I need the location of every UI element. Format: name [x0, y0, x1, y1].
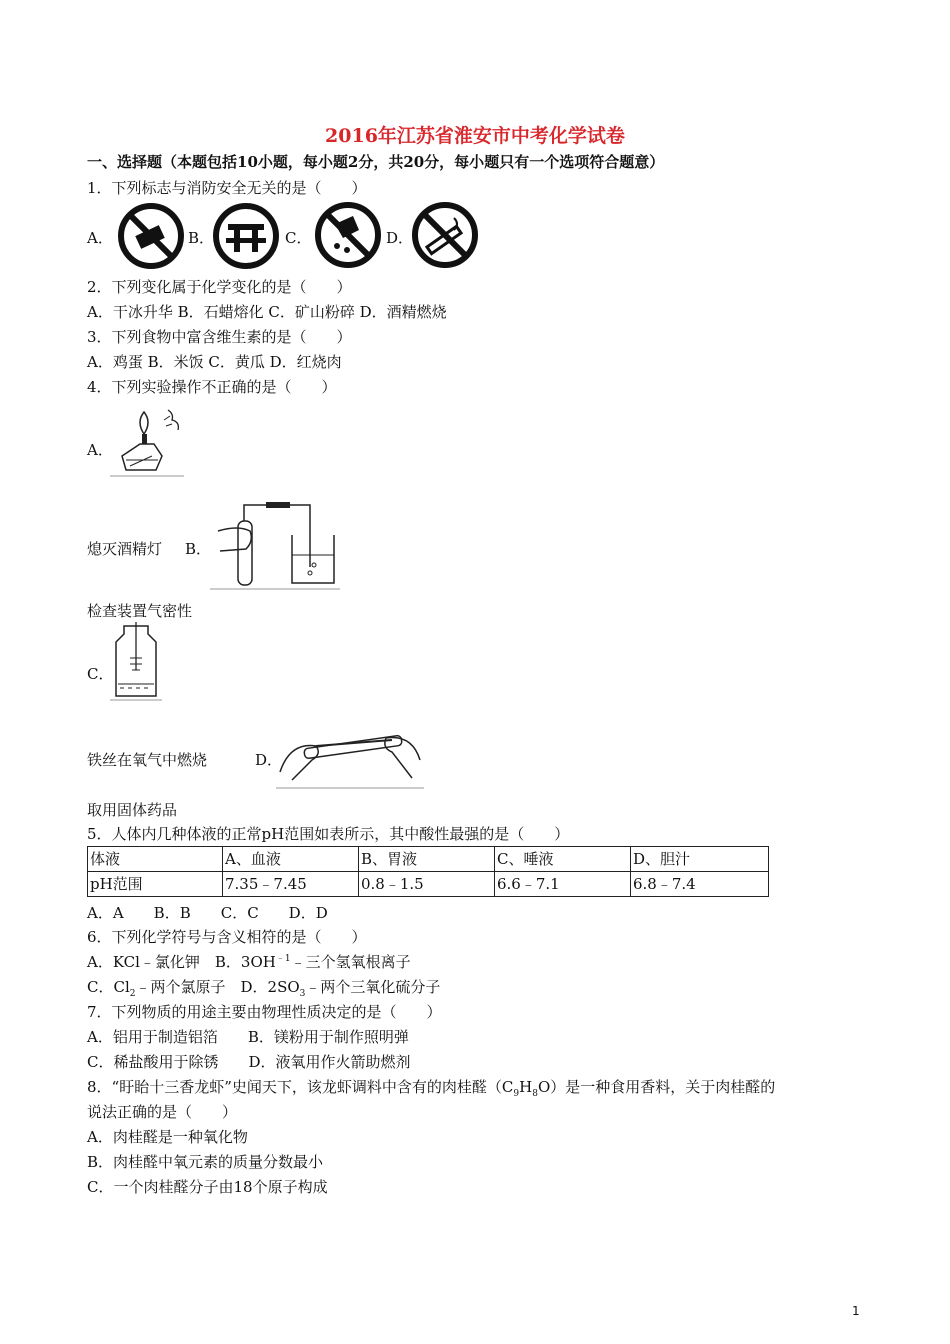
table-cell: 6.8﹣7.4 — [631, 872, 769, 897]
table-cell: 0.8﹣1.5 — [359, 872, 495, 897]
q4-caption-b: 检查装置气密性 — [87, 602, 193, 620]
q4-option-c: C． — [87, 665, 114, 683]
q8-option-c: C．一个肉桂醛分子由18个原子构成 — [87, 1178, 328, 1196]
q8-subscript-h: 8 — [532, 1089, 538, 1099]
table-cell: 7.35﹣7.45 — [223, 872, 359, 897]
q6-cd-text-mid: ﹣两个氯原子 D．2SO — [135, 978, 300, 996]
exam-title: 2016年江苏省淮安市中考化学试卷 — [325, 125, 625, 147]
q5-options: A．A B．B C．C D．D — [87, 904, 328, 922]
q8-option-a: A．肉桂醛是一种氧化物 — [87, 1128, 248, 1146]
q6-stem: 6．下列化学符号与含义相符的是（ ） — [87, 928, 367, 946]
q1-option-a: A． — [87, 229, 113, 247]
table-cell: 6.6﹣7.1 — [495, 872, 631, 897]
no-smoking-sign-icon — [410, 200, 480, 270]
q6-cd-text: C．Cl — [87, 978, 130, 996]
airtightness-check-figure — [210, 497, 340, 591]
q6-ab-text-end: ﹣三个氢氧根离子 — [290, 953, 411, 971]
q8-stem-line2: 说法正确的是（ ） — [87, 1103, 238, 1121]
q6-options-cd — [87, 977, 440, 997]
page-number: 1 — [852, 1304, 860, 1318]
q4-caption-c: 铁丝在氧气中燃烧 — [87, 751, 208, 769]
q8-subscript-c: 9 — [513, 1089, 520, 1099]
no-smoke-sign-icon — [313, 200, 383, 270]
q8-stem-h: H — [519, 1078, 533, 1096]
q8-stem — [87, 1077, 775, 1097]
section-heading: 一、选择题（本题包括10小题，每小题2分，共20分，每小题只有一个选项符合题意） — [87, 153, 665, 171]
no-stacking-sign-icon — [117, 202, 185, 270]
q2-options: A．干冰升华 B．石蜡熔化 C．矿山粉碎 D．酒精燃烧 — [87, 303, 447, 321]
q3-stem: 3．下列食物中富含维生素的是（ ） — [87, 328, 352, 346]
q6-c-subscript: 2 — [129, 989, 136, 999]
q6-ab-text: A．KCl﹣氯化钾 B．3OH — [87, 953, 276, 971]
q1-option-b: B． — [188, 229, 215, 247]
ph-table — [87, 846, 769, 897]
table-cell: A、血液 — [223, 847, 359, 872]
q1-option-c: C． — [285, 229, 312, 247]
q4-stem: 4．下列实验操作不正确的是（ ） — [87, 378, 337, 396]
q8-option-b: B．肉桂醛中氧元素的质量分数最小 — [87, 1153, 324, 1171]
q4-option-d: D． — [255, 751, 283, 769]
q3-options: A．鸡蛋 B．米饭 C．黄瓜 D．红烧肉 — [87, 353, 342, 371]
q2-stem: 2．下列变化属于化学变化的是（ ） — [87, 278, 352, 296]
q5-stem: 5．人体内几种体液的正常pH范围如表所示，其中酸性最强的是（ ） — [87, 825, 570, 843]
table-cell: C、唾液 — [495, 847, 631, 872]
q7-options-ab: A．铝用于制造铝箔 B．镁粉用于制作照明弹 — [87, 1028, 409, 1046]
q4-option-b: B． — [185, 540, 212, 558]
q6-cd-text-end: ﹣两个三氧化硫分子 — [305, 978, 441, 996]
q4-caption-a: 熄灭酒精灯 — [87, 540, 163, 558]
q8-stem-text: 8．“盱眙十三香龙虾”史闻天下，该龙虾调料中含有的肉桂醛（C — [87, 1078, 514, 1096]
q7-stem: 7．下列物质的用途主要由物理性质决定的是（ ） — [87, 1003, 442, 1021]
table-cell: D、胆汁 — [631, 847, 769, 872]
q6-ab-superscript: ﹣1 — [275, 954, 291, 964]
q7-options-cd: C．稀盐酸用于除锈 D．液氧用作火箭助燃剂 — [87, 1053, 411, 1071]
table-header-row — [88, 847, 769, 872]
q4-option-a: A． — [87, 441, 113, 459]
table-cell: B、胃液 — [359, 847, 495, 872]
alcohol-lamp-blowing-figure — [108, 400, 186, 478]
taking-solid-reagent-figure — [276, 720, 424, 790]
table-row — [88, 872, 769, 897]
table-cell: 体液 — [88, 847, 223, 872]
iron-wire-burning-figure — [110, 622, 162, 702]
q6-options-ab — [87, 952, 411, 972]
q4-caption-d: 取用固体药品 — [87, 801, 178, 819]
table-cell: pH范围 — [88, 872, 223, 897]
fire-hydrant-sign-icon — [212, 202, 280, 270]
q1-stem: 1．下列标志与消防安全无关的是（ ） — [87, 179, 367, 197]
q8-stem-text-end: O）是一种食用香料，关于肉桂醛的 — [537, 1078, 776, 1096]
q1-option-d: D． — [386, 229, 414, 247]
q6-d-subscript: 3 — [299, 989, 306, 999]
